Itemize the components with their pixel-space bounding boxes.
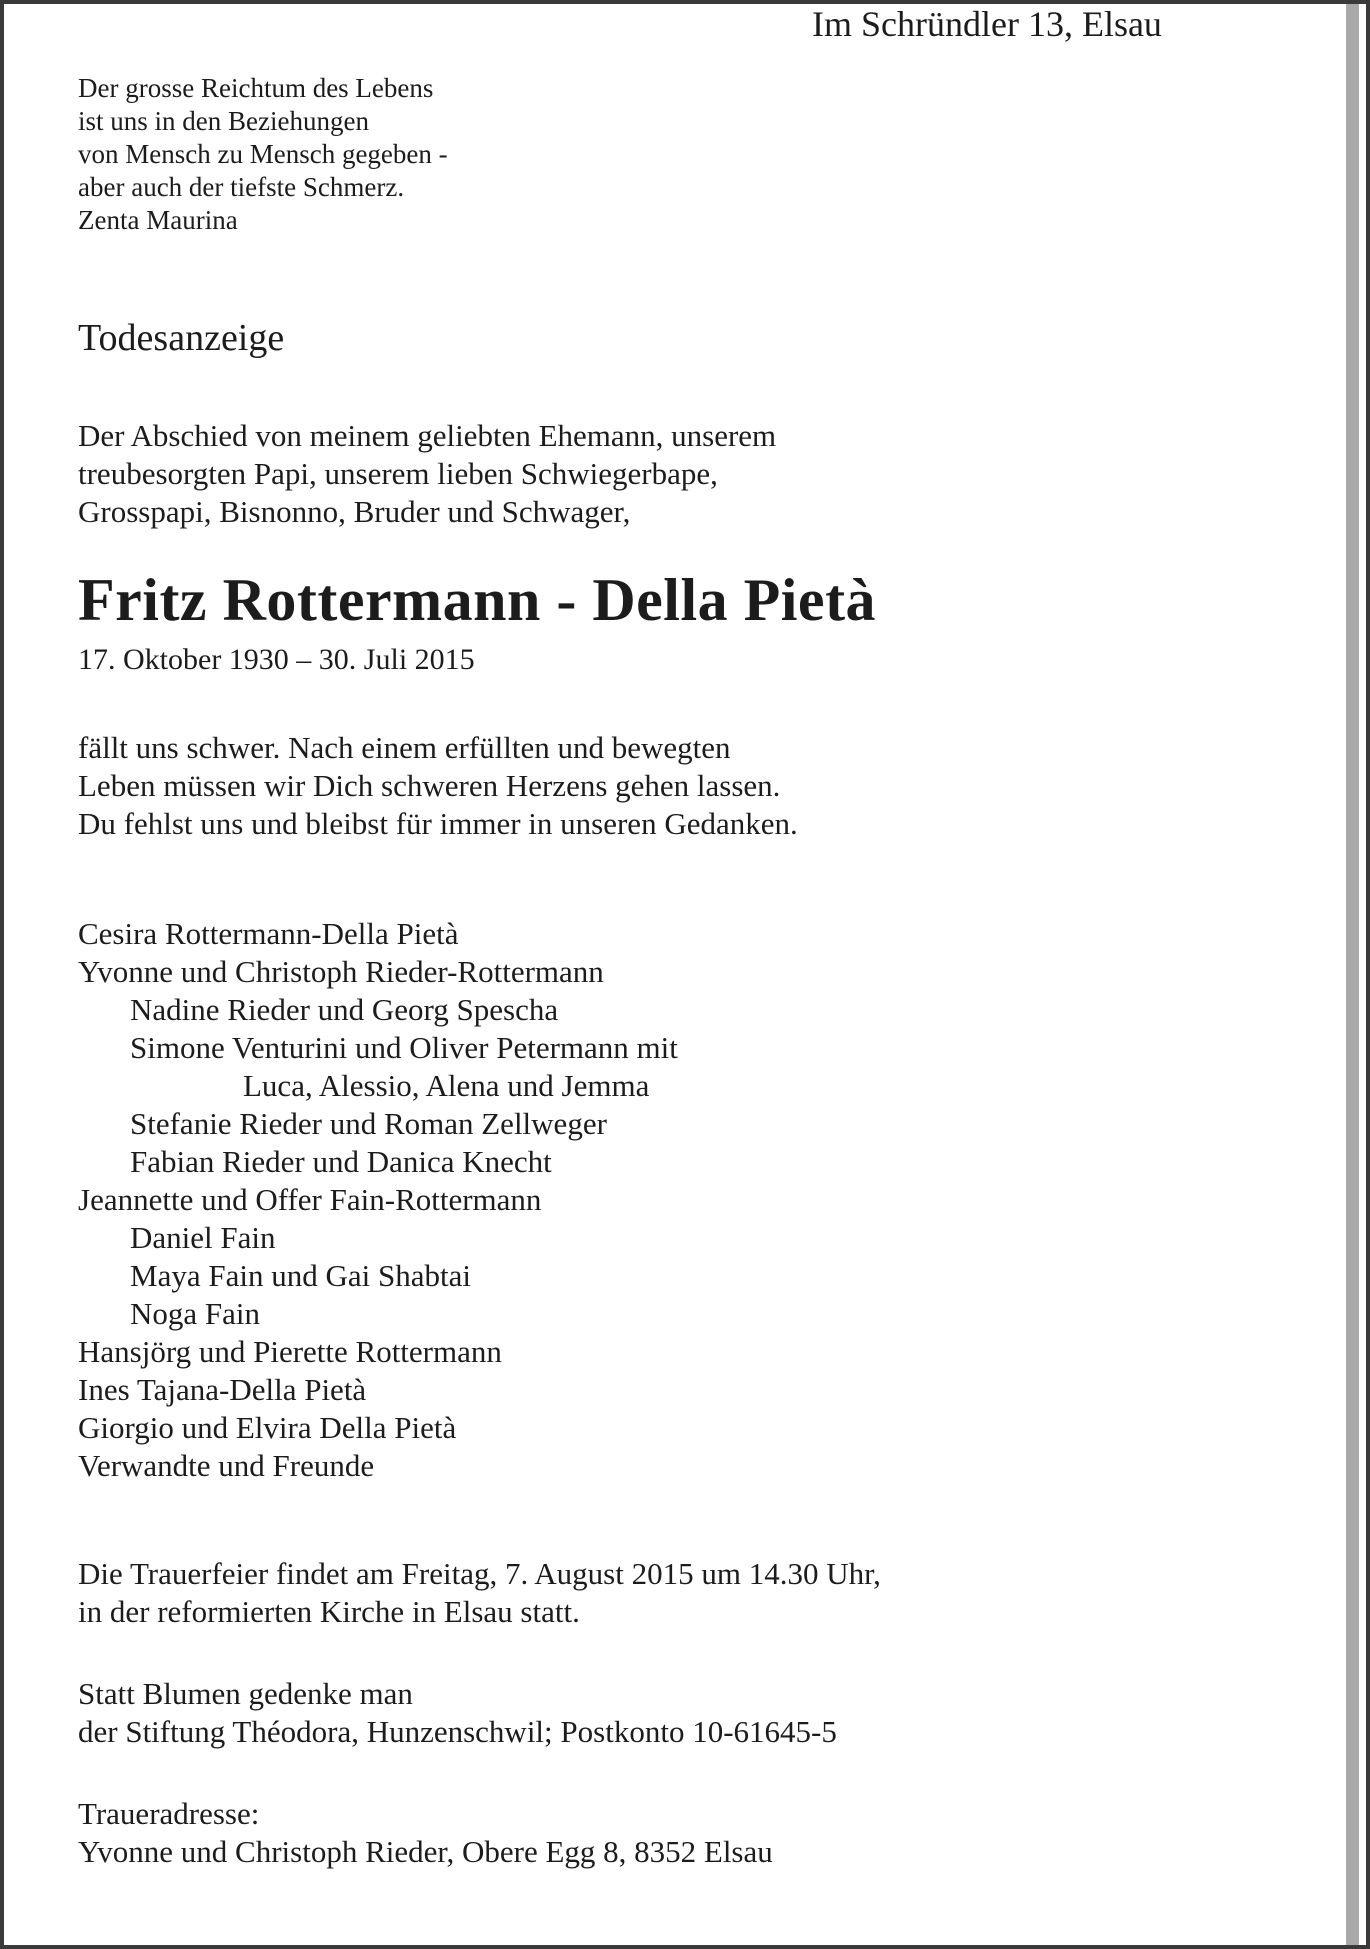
intro-line: Der Abschied von meinem geliebten Ehemann, unserem	[78, 418, 777, 453]
farewell-line: Du fehlst uns und bleibst für immer in unseren Gedanken.	[78, 806, 798, 841]
service-info	[78, 1555, 1326, 1631]
mourner-line: Simone Venturini und Oliver Petermann mit	[130, 1030, 678, 1065]
epigraph-line: Der grosse Reichtum des Lebens	[78, 73, 434, 103]
mourner-line: Nadine Rieder und Georg Spescha	[130, 992, 559, 1027]
intro-line: Grosspapi, Bisnonno, Bruder und Schwager,	[78, 494, 631, 529]
life-dates: 17. Oktober 1930 – 30. Juli 2015	[78, 643, 475, 676]
donation-line: der Stiftung Théodora, Hunzenschwil; Postkonto 10-61645-5	[78, 1714, 837, 1749]
epigraph-line: von Mensch zu Mensch gegeben -	[78, 139, 448, 169]
intro-line: treubesorgten Papi, unserem lieben Schwiegerbape,	[78, 456, 718, 491]
mourner-line: Fabian Rieder und Danica Knecht	[130, 1144, 552, 1179]
epigraph-quote	[78, 72, 1326, 237]
mourner-line: Daniel Fain	[130, 1220, 276, 1255]
mourner-line: Jeannette und Offer Fain-Rottermann	[78, 1182, 542, 1217]
mourner-line: Verwandte und Freunde	[78, 1448, 375, 1483]
mourners-list	[78, 915, 1326, 1485]
mourning-address-label: Traueradresse:	[78, 1796, 260, 1831]
donation-info	[78, 1675, 1326, 1751]
farewell-line: fällt uns schwer. Nach einem erfüllten und bewegten	[78, 730, 731, 765]
service-line: Die Trauerfeier findet am Freitag, 7. August 2015 um 14.30 Uhr,	[78, 1556, 881, 1591]
epigraph-line: ist uns in den Beziehungen	[78, 106, 369, 136]
mourning-address	[78, 1795, 1326, 1871]
mourner-line: Ines Tajana-Della Pietà	[78, 1372, 367, 1407]
epigraph-attribution: Zenta Maurina	[78, 205, 238, 235]
mourner-line: Luca, Alessio, Alena und Jemma	[243, 1068, 650, 1103]
farewell-paragraph	[78, 729, 1326, 843]
intro-paragraph	[78, 417, 1326, 531]
mourner-line: Hansjörg und Pierette Rottermann	[78, 1334, 502, 1369]
mourner-line: Noga Fain	[130, 1296, 261, 1331]
epigraph-line: aber auch der tiefste Schmerz.	[78, 172, 405, 202]
deceased-name: Fritz Rottermann - Della Pietà	[78, 567, 877, 633]
service-line: in der reformierten Kirche in Elsau statt.	[78, 1594, 580, 1629]
sender-address: Im Schründler 13, Elsau	[812, 4, 1162, 44]
mourning-address-line: Yvonne und Christoph Rieder, Obere Egg 8, 8352 Elsau	[78, 1834, 773, 1869]
mourner-line: Maya Fain und Gai Shabtai	[130, 1258, 471, 1293]
notice-type-heading: Todesanzeige	[78, 317, 285, 359]
donation-line: Statt Blumen gedenke man	[78, 1676, 413, 1711]
page-scan-edge	[1346, 4, 1359, 1945]
mourner-line: Stefanie Rieder und Roman Zellweger	[130, 1106, 607, 1141]
farewell-line: Leben müssen wir Dich schweren Herzens gehen lassen.	[78, 768, 781, 803]
mourner-line: Yvonne und Christoph Rieder-Rottermann	[78, 954, 604, 989]
mourner-line: Giorgio und Elvira Della Pietà	[78, 1410, 457, 1445]
mourner-line: Cesira Rottermann-Della Pietà	[78, 916, 459, 951]
notice-content	[78, 72, 1326, 1871]
